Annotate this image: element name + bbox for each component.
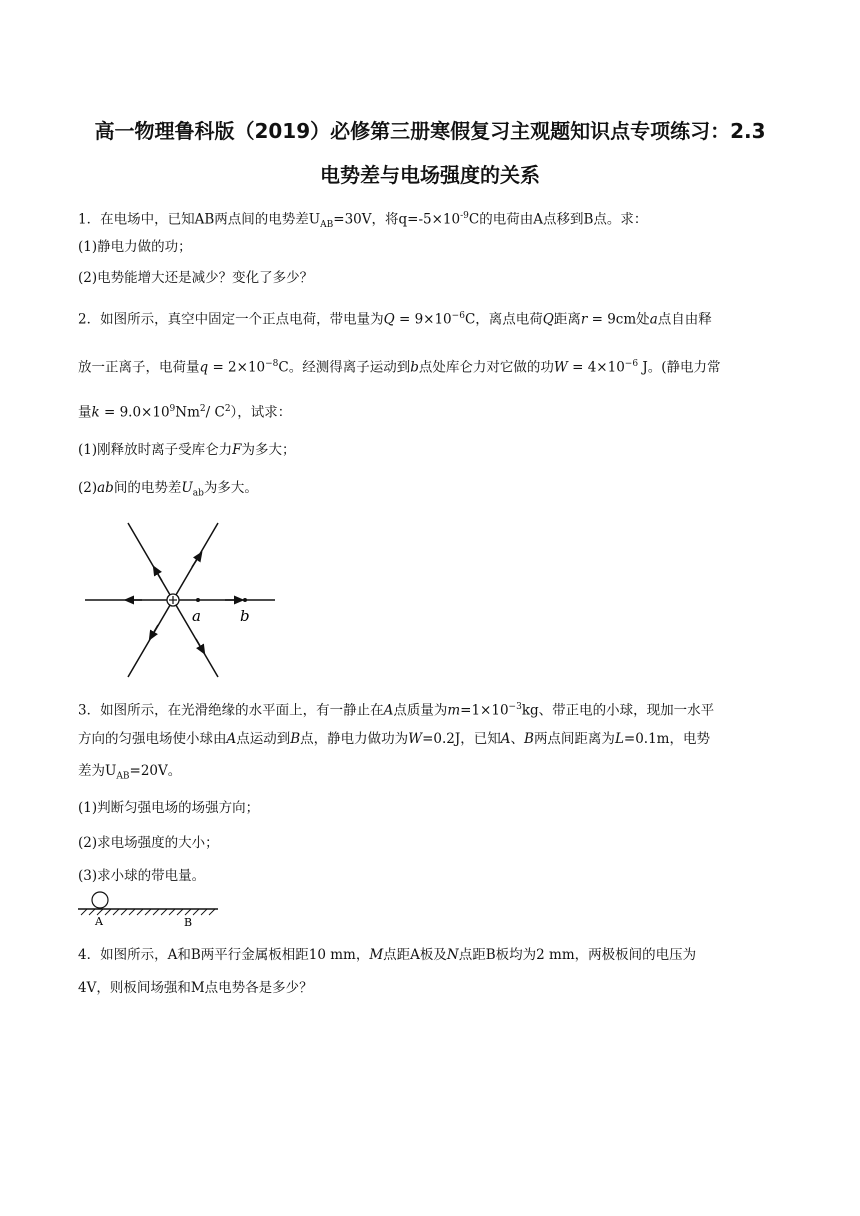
q3-l2a: 方向的匀强电场使小球由 [78,731,227,747]
q2-l3c: = 9.0×10 [99,404,170,421]
q1-text-c: C的电荷由A点移到B点。求： [468,211,648,228]
question-2-line-2 [78,354,783,378]
q3-l3b: AB [116,771,130,782]
q2-p2c: 间的电势差 [113,480,182,496]
q3-l1c: 点质量为 [393,702,448,719]
q2-l2a: 放一正离子，电荷量 [78,359,200,376]
q2-l3g: / C [205,404,225,421]
point-a-dot [196,598,200,602]
q3-l2e: 点，静电力做功为 [300,731,409,747]
q2-l2f: b [410,359,419,376]
arrow-upper-right [192,555,200,567]
point-B-label: B [184,916,193,929]
q2-l2k: J。(静电力常 [638,359,721,376]
q2-l2j: −6 [624,359,639,369]
ball [92,892,108,908]
point-A-label: A [95,915,103,928]
q2-p2a: (2) [78,480,98,496]
q4-l1d: N [446,947,459,963]
q2-l3f: 2 [199,404,206,414]
question-1-stem [78,206,783,235]
point-b-dot [243,598,247,602]
q3-l1f: −3 [508,702,522,712]
question-2-part-2 [78,478,783,504]
q3-l2m: =0.1m，电势 [623,731,710,747]
q2-l2h: W [553,359,568,376]
q2-l1e: C，离点电荷 [464,311,543,328]
arrow-lower-right [196,639,203,651]
q2-l1f: Q [542,311,554,328]
page-title-line1: 高一物理鲁科版（2019）必修第三册寒假复习主观题知识点专项练习：2.3 [94,119,766,143]
q3-l2l: L [614,731,624,747]
q2-p2b: ab [97,480,114,496]
page-title-line2: 电势差与电场强度的关系 [320,163,540,187]
q3-l2h: A [500,731,511,747]
q2-p1b: F [232,442,242,458]
q2-l1a: 2．如图所示，真空中固定一个正点电荷，带电量为 [78,311,384,328]
question-2-line-1 [78,306,783,330]
question-2-line-3 [78,399,783,423]
q1-text-b: =30V，将q=-5×10 [333,211,461,228]
q3-l2k: 两点间距离为 [533,731,615,747]
question-3-part-1: (1)判断匀强电场的场强方向； [78,800,260,816]
q2-p2d: U [181,480,193,496]
q2-p2e: ab [192,488,204,499]
q2-l1c: = 9×10 [394,311,452,328]
q2-l3h: 2 [224,404,231,414]
q2-l2d: −8 [265,359,279,369]
q2-l2g: 点处库仑力对它做的功 [418,359,554,376]
q2-l3d: 9 [169,404,176,414]
q2-l2c: = 2×10 [208,359,266,376]
point-b-label: b [240,607,250,625]
q3-l1e: =1×10 [460,702,509,719]
question-3-line-3 [78,761,783,787]
q2-p2f: 为多大。 [203,480,258,496]
q3-l2f: W [408,731,423,747]
q2-l1g: 距离 [553,311,581,328]
q1-sup: -9 [460,211,469,221]
q3-l2g: =0.2J，已知 [422,731,501,747]
question-1-part-1: (1)静电力做的功； [78,239,192,255]
q3-l3a: 差为U [78,763,117,779]
q3-l2j: B [524,731,534,747]
arrow-upper-left [155,569,162,581]
q4-l1a: 4．如图所示，A和B两平行金属板相距10 mm， [78,947,370,963]
q2-l1k: 点自由释 [657,311,712,328]
point-a-label: a [192,607,201,625]
q2-l1b: Q [383,311,395,328]
question-3-line-2 [78,729,783,749]
q2-l3b: k [91,404,100,421]
question-4-line-1 [78,945,783,965]
q2-l1i: = 9cm处 [587,311,650,328]
question-3-line-1 [78,697,783,721]
q2-p1a: (1)刚释放时离子受库仑力 [78,442,233,458]
q2-l1d: −6 [451,311,465,321]
q2-l3a: 量 [78,404,92,421]
q1-text-a: 1．在电场中，已知AB两点间的电势差U [78,211,321,228]
q2-l1h: r [580,311,588,328]
q3-ball-surface-figure [78,890,223,930]
q4-l1e: 点距B板均为2 mm，两极板间的电压为 [458,947,697,963]
q2-l1j: a [649,311,658,328]
arrow-lower-left [151,625,158,637]
question-4-line-2: 4V，则板间场强和M点电势各是多少？ [78,980,313,996]
q3-l2c: 点运动到 [236,731,291,747]
q3-l2d: B [290,731,301,747]
q1-sub: AB [320,220,334,231]
question-3-part-2: (2)求电场强度的大小； [78,835,219,851]
q3-l3c: =20V。 [129,763,182,779]
q3-l1b: A [383,702,394,719]
q2-field-lines-figure [80,515,280,685]
question-1-part-2: (2)电势能增大还是减少？变化了多少？ [78,270,314,286]
q2-p1c: 为多大； [241,442,296,458]
question-2-part-1 [78,440,783,460]
q4-l1b: M [369,947,384,963]
q3-l1a: 3．如图所示，在光滑绝缘的水平面上，有一静止在 [78,702,384,719]
q3-l1d: m [447,702,461,719]
q2-l3e: Nm [175,404,200,421]
q2-l2e: C。经测得离子运动到 [278,359,411,376]
q4-l1c: 点距A板及 [383,947,447,963]
q3-l1g: kg、带正电的小球，现加一水平 [521,702,715,719]
q2-l2b: q [199,359,209,376]
q3-l2b: A [226,731,237,747]
q2-l2i: = 4×10 [567,359,625,376]
q3-l2i: 、 [510,731,525,747]
question-3-part-3: (3)求小球的带电量。 [78,868,206,884]
q2-l3i: ），试求： [230,404,292,421]
